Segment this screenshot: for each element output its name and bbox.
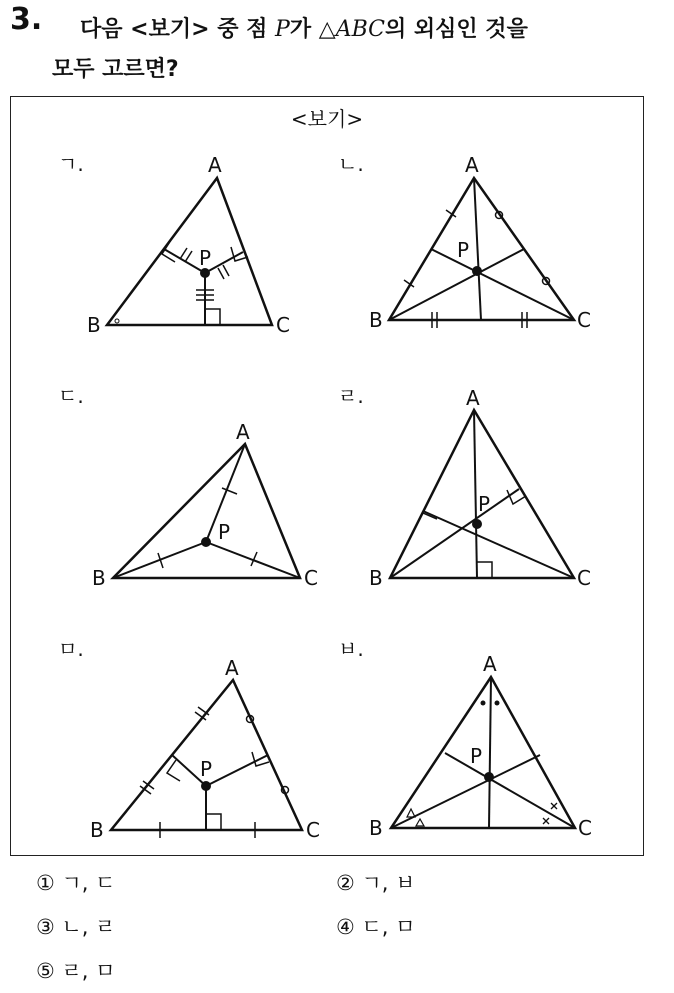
point-p-label: P (478, 492, 491, 516)
vertex-c-label: C (304, 566, 318, 590)
point-symbol: P (275, 17, 290, 42)
vertex-a-label: A (236, 420, 250, 444)
point-p-label: P (457, 238, 470, 262)
vertex-c-label: C (577, 308, 591, 332)
vertex-c-label: C (276, 313, 290, 337)
vertex-a-label: A (466, 386, 480, 410)
question-text-part: 의 외심인 것을 (384, 17, 528, 42)
figure-label-4: ㄹ. (338, 384, 364, 408)
choice-5[interactable] (36, 955, 115, 985)
choice-text: ㄷ, ㅁ (361, 915, 416, 939)
vertex-c-label: C (578, 816, 592, 840)
choice-1[interactable] (36, 867, 115, 897)
question-number: 3. (10, 2, 43, 37)
choice-text: ㄹ, ㅁ (61, 959, 116, 983)
choice-mark: ④ (336, 915, 355, 939)
vertex-c-label: C (577, 566, 591, 590)
vertex-a-label: A (465, 153, 479, 177)
triangle-name: ABC (335, 17, 385, 42)
vertex-a-label: A (208, 153, 222, 177)
figure-1-triangle (107, 178, 272, 325)
vertex-b-label: B (90, 818, 104, 842)
point-p-label: P (218, 520, 231, 544)
vertex-b-label: B (92, 566, 106, 590)
choice-2[interactable] (336, 867, 415, 897)
figure-2-triangle (389, 178, 574, 328)
question-text-part: 가 (289, 17, 319, 42)
choice-mark: ① (36, 871, 55, 895)
choice-4[interactable] (336, 911, 415, 941)
choice-3[interactable] (36, 911, 115, 941)
vertex-b-label: B (369, 566, 383, 590)
vertex-c-label: C (306, 818, 320, 842)
vertex-b-label: B (369, 816, 383, 840)
question-text-part: 다음 <보기> 중 점 (80, 17, 276, 42)
vertex-a-label: A (225, 656, 239, 680)
choice-text: ㄴ, ㄹ (61, 915, 116, 939)
figure-6-triangle (391, 677, 575, 828)
choice-text: ㄱ, ㄷ (61, 871, 116, 895)
figure-label-1: ㄱ. (58, 152, 84, 176)
figure-label-6: ㅂ. (338, 637, 364, 661)
figure-label-2: ㄴ. (338, 152, 364, 176)
choice-mark: ⑤ (36, 959, 55, 983)
vertex-b-label: B (369, 308, 383, 332)
figure-label-5: ㅁ. (58, 637, 84, 661)
bogi-title: <보기> (290, 107, 364, 131)
vertex-b-label: B (87, 313, 101, 337)
point-p-label: P (200, 757, 213, 781)
choice-mark: ② (336, 871, 355, 895)
choice-text: ㄱ, ㅂ (361, 871, 416, 895)
figure-label-3: ㄷ. (58, 384, 84, 408)
question-text-line2: 모두 고르면? (52, 57, 179, 82)
triangle-symbol: △ (318, 17, 336, 42)
figure-3-triangle (113, 444, 300, 578)
choice-mark: ③ (36, 915, 55, 939)
point-p-label: P (199, 246, 212, 270)
vertex-a-label: A (483, 652, 497, 676)
point-p-label: P (470, 744, 483, 768)
